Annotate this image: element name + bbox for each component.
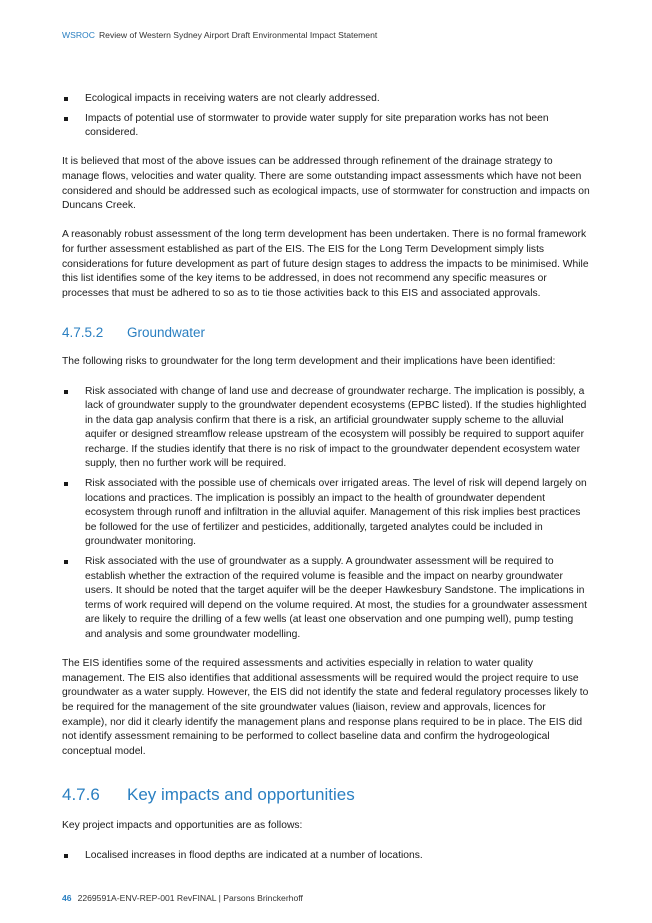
section-title: Key impacts and opportunities [127, 785, 355, 805]
paragraph: It is believed that most of the above issues can be addressed through refinement of the drainage strategy to manage flows, velocities and water quality. There are some outstanding impact assessments which have not been considered and should be addressed such as ecological impacts, use of stormwater for construction and impacts on Duncans Creek. [62, 156, 590, 212]
paragraph: The following risks to groundwater for the long term development and their implications have been identified: [62, 356, 556, 368]
bullet-text: Ecological impacts in receiving waters are not clearly addressed. [85, 93, 380, 104]
list-item [62, 849, 590, 864]
page-footer [62, 893, 303, 903]
list-item [62, 385, 590, 473]
bullet-text: Risk associated with the use of groundwater as a supply. A groundwater assessment will be required to establish whether the extraction of the required volume is feasible and the impact on nearby groundwater users. It should be noted that the target aquifer will be the deeper Hawkesbury Sandstone. The implications in terms of work required will depend on the volume required. At most, the studies for a groundwater assessment are likely to require the drilling of a few wells (at least one observation and one pumping well), pump testing and analysis and some groundwater modelling. [85, 556, 587, 640]
list-item [62, 112, 590, 141]
page-header [62, 30, 377, 40]
key-impacts-bullet-list [62, 849, 590, 864]
bullet-icon [64, 117, 68, 121]
page-body [62, 92, 590, 878]
bullet-icon [64, 97, 68, 101]
paragraph: Key project impacts and opportunities are as follows: [62, 820, 303, 832]
bullet-icon [64, 390, 68, 394]
groundwater-bullet-list [62, 385, 590, 643]
bullet-icon [64, 560, 68, 564]
list-item [62, 555, 590, 643]
header-org: WSROC [62, 30, 95, 40]
list-item [62, 92, 590, 107]
section-number: 4.7.5.2 [62, 325, 104, 341]
bullet-text: Localised increases in flood depths are indicated at a number of locations. [85, 849, 423, 861]
bullet-text: Impacts of potential use of stormwater to provide water supply for site preparation works has not been considered. [85, 112, 549, 139]
section-number: 4.7.6 [62, 785, 100, 805]
page-number: 46 [62, 893, 72, 903]
bullet-text: Risk associated with the possible use of chemicals over irrigated areas. The level of risk will depend largely on locations and practices. The implication is possibly an impact to the health of groundwater dependent ecosystem through runoff and infiltration in the alluvial aquifer. Management of this risk implies best practices be followed for the use of fertilizer and pesticides, additionally, targeted analytes could be included in groundwater monitoring. [85, 478, 587, 548]
intro-bullet-list [62, 92, 590, 141]
list-item [62, 477, 590, 550]
footer-text: 2269591A-ENV-REP-001 RevFINAL | Parsons Brinckerhoff [77, 893, 303, 903]
section-title: Groundwater [127, 325, 206, 341]
bullet-icon [64, 482, 68, 486]
header-title: Review of Western Sydney Airport Draft Environmental Impact Statement [98, 30, 378, 40]
paragraph: A reasonably robust assessment of the long term development has been undertaken. There is no formal framework for further assessment established as part of the EIS. The EIS for the Long Term Development simply lists considerations for future development as part of future design stages to address the impacts to be minimised. While this list identifies some of the key items to be addressed, in does not recommend any specific measures or processes that must be adhered to so as to tie those activities back to this EIS and associated approvals. [62, 229, 589, 299]
bullet-text: Risk associated with change of land use and decrease of groundwater recharge. The implication is possibly, a lack of groundwater supply to the groundwater dependent ecosystems (EPBC listed). If the studies highlighted in the data gap analysis confirm that there is a risk, an artificial groundwater supply scheme to the alluvial aquifer or designed streamflow release upstream of the ecosystem will possibly be required to support aquifer recharge. If the studies identify that there is no risk of impact to the groundwater dependent ecosystem water supply, then no further work will be required. [85, 385, 587, 470]
bullet-icon [64, 854, 68, 858]
paragraph: The EIS identifies some of the required assessments and activities especially in relation to water quality management. The EIS also identifies that additional assessments will be required would the project require to use groundwater as a water supply. However, the EIS did not identify the state and federal regulatory processes likely to be required for the management of the site groundwater values (liaison, review and approvals, licences for example), nor did it clearly identify the management plans and response plans required to be in place. The EIS did not identify assessment remaining to be performed to collect baseline data and confirm the hydrogeological conceptual model. [62, 658, 589, 757]
section-heading-groundwater [62, 325, 590, 341]
section-heading-key-impacts [62, 785, 590, 805]
